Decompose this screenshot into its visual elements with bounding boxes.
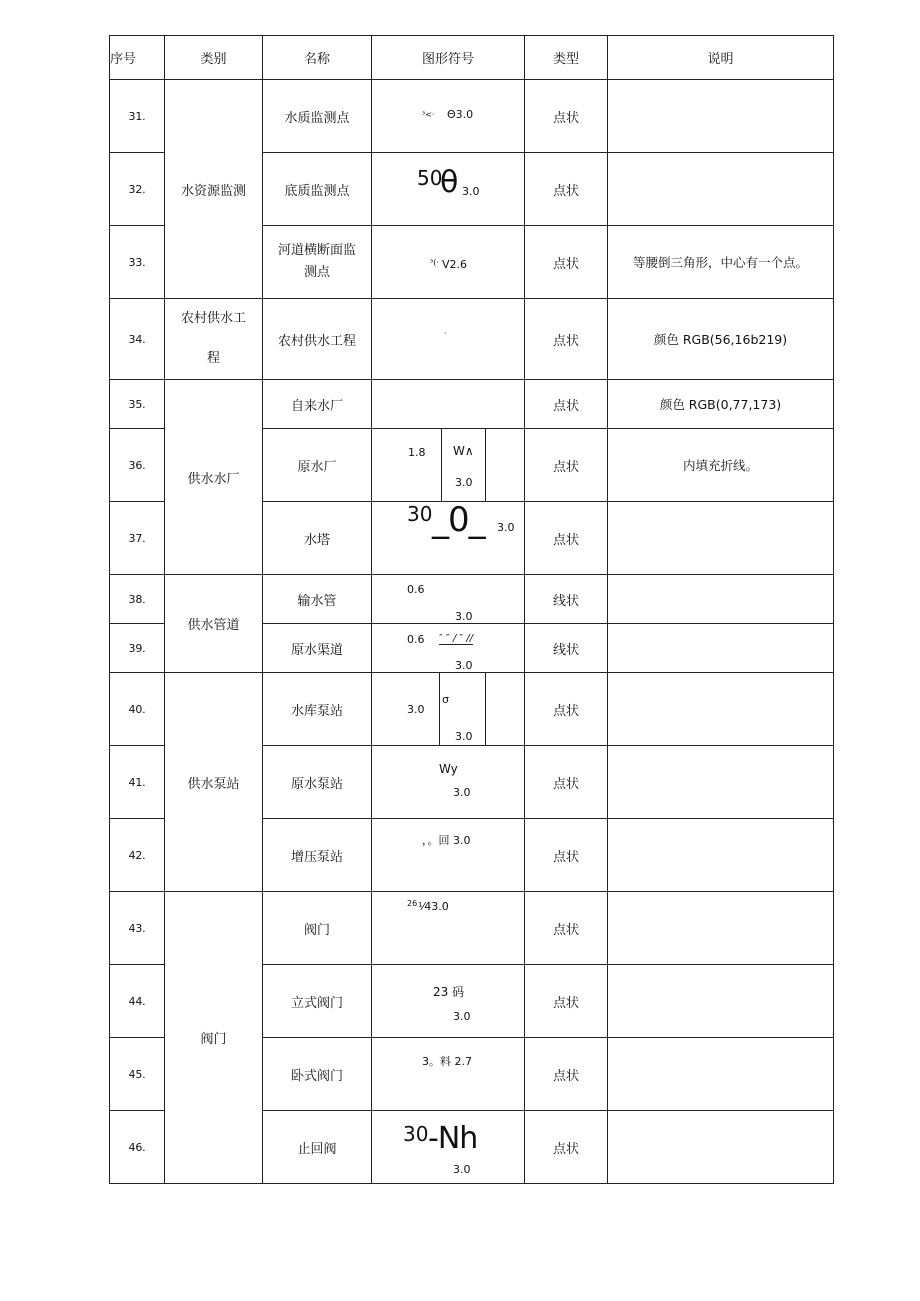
symbol-text: ″ ″ / ″ // xyxy=(439,633,474,644)
symbol-text: Wy xyxy=(439,762,458,776)
header-symbol: 图形符号 xyxy=(372,36,525,80)
header-category: 类别 xyxy=(165,36,263,80)
row-name: 底质监测点 xyxy=(263,153,372,226)
row-name: 原水厂 xyxy=(263,429,372,502)
category-rural-supply-text: 农村供水工程 xyxy=(180,311,246,366)
row-desc xyxy=(608,819,834,892)
row-name: 水质监测点 xyxy=(263,80,372,153)
table-row xyxy=(110,892,834,965)
symbol-cell xyxy=(372,746,525,819)
header-type: 类型 xyxy=(525,36,608,80)
symbol-cell xyxy=(372,80,525,153)
row-name: 输水管 xyxy=(263,575,372,624)
row-no: 41. xyxy=(110,746,165,819)
symbol-cell xyxy=(372,429,525,502)
divider-line xyxy=(439,673,440,746)
row-name-text: 河道横断面监测点 xyxy=(277,243,356,280)
symbol-text: 30 xyxy=(407,502,433,526)
symbol-text: 3.0 xyxy=(497,521,515,534)
symbol-cell xyxy=(372,153,525,226)
row-type: 点状 xyxy=(525,80,608,153)
row-no: 40. xyxy=(110,673,165,746)
row-desc xyxy=(608,575,834,624)
divider-line xyxy=(485,429,486,502)
symbol-text: V2.6 xyxy=(442,258,468,271)
category-rural-supply xyxy=(165,299,263,380)
symbol-table xyxy=(109,35,834,1184)
row-name: 卧式阀门 xyxy=(263,1038,372,1111)
row-desc xyxy=(608,502,834,575)
row-desc xyxy=(608,1038,834,1111)
row-no: 34. xyxy=(110,299,165,380)
symbol-cell xyxy=(372,502,525,575)
row-no: 31. xyxy=(110,80,165,153)
row-no: 33. xyxy=(110,226,165,299)
row-type: 点状 xyxy=(525,892,608,965)
row-type: 点状 xyxy=(525,1111,608,1184)
row-name: 止回阀 xyxy=(263,1111,372,1184)
row-name: 增压泵站 xyxy=(263,819,372,892)
symbol-cell xyxy=(372,965,525,1038)
row-desc xyxy=(608,80,834,153)
row-type: 点状 xyxy=(525,380,608,429)
symbol-text: 3.0 xyxy=(455,476,473,489)
symbol-text: 3.0 xyxy=(453,786,471,799)
row-desc: 颜色 RGB(0,77,173) xyxy=(608,380,834,429)
row-no: 35. xyxy=(110,380,165,429)
row-desc xyxy=(608,746,834,819)
row-name: 阀门 xyxy=(263,892,372,965)
row-type: 点状 xyxy=(525,673,608,746)
header-desc: 说明 xyxy=(608,36,834,80)
symbol-cell xyxy=(372,575,525,624)
row-no: 42. xyxy=(110,819,165,892)
symbol-cell xyxy=(372,299,525,380)
symbol-text: 0.6 xyxy=(407,583,425,596)
category-water-monitoring: 水资源监测 xyxy=(165,80,263,299)
symbol-text: · xyxy=(444,329,447,338)
symbol-text: ，。回 3.0 xyxy=(422,834,471,847)
symbol-text: 30 xyxy=(403,1122,429,1146)
symbol-text: 23 码 xyxy=(433,985,465,999)
row-name: 原水渠道 xyxy=(263,624,372,673)
row-no: 46. xyxy=(110,1111,165,1184)
category-valve: 阀门 xyxy=(165,892,263,1184)
header-name: 名称 xyxy=(263,36,372,80)
symbol-text: 3.0 xyxy=(453,1010,471,1023)
symbol-text: 26 xyxy=(407,899,418,908)
row-desc xyxy=(608,153,834,226)
row-type: 线状 xyxy=(525,575,608,624)
row-type: 点状 xyxy=(525,1038,608,1111)
row-desc xyxy=(608,965,834,1038)
row-no: 43. xyxy=(110,892,165,965)
symbol-text: 3.0 xyxy=(407,703,425,716)
row-desc: 内填充折线。 xyxy=(608,429,834,502)
row-no: 45. xyxy=(110,1038,165,1111)
row-desc: 等腰倒三角形，中心有一个点。 xyxy=(608,226,834,299)
row-no: 36. xyxy=(110,429,165,502)
symbol-text: ⅟43.0 xyxy=(418,900,449,913)
row-desc: 颜色 RGB(56,16b219) xyxy=(608,299,834,380)
symbol-cell xyxy=(372,892,525,965)
header-row xyxy=(110,36,834,80)
row-name: 水库泵站 xyxy=(263,673,372,746)
symbol-text: 3.0 xyxy=(455,730,473,743)
row-type: 点状 xyxy=(525,502,608,575)
category-pipeline: 供水管道 xyxy=(165,575,263,673)
table-row xyxy=(110,80,834,153)
table-row xyxy=(110,380,834,429)
row-no: 32. xyxy=(110,153,165,226)
symbol-text: 3.0 xyxy=(455,610,473,623)
symbol-text: 3。料 2.7 xyxy=(422,1055,472,1068)
symbol-cell xyxy=(372,673,525,746)
category-water-plant: 供水水厂 xyxy=(165,380,263,575)
symbol-text: σ xyxy=(442,693,449,706)
row-no: 39. xyxy=(110,624,165,673)
symbol-text: θ xyxy=(440,165,458,200)
row-name: 水塔 xyxy=(263,502,372,575)
row-no: 37. xyxy=(110,502,165,575)
symbol-text: _0_ xyxy=(432,501,485,540)
row-type: 点状 xyxy=(525,819,608,892)
symbol-text: Θ3.0 xyxy=(447,108,474,121)
row-type: 线状 xyxy=(525,624,608,673)
divider-line xyxy=(441,429,442,502)
row-desc xyxy=(608,624,834,673)
symbol-text: -Nh xyxy=(428,1121,478,1156)
row-type: 点状 xyxy=(525,153,608,226)
row-no: 44. xyxy=(110,965,165,1038)
symbol-text: 0.6 xyxy=(407,633,425,646)
table-row xyxy=(110,673,834,746)
symbol-cell xyxy=(372,226,525,299)
header-no: 序号 xyxy=(110,36,165,80)
table-row xyxy=(110,299,834,380)
row-type: 点状 xyxy=(525,746,608,819)
symbol-text: 3.0 xyxy=(462,185,480,198)
row-name: 农村供水工程 xyxy=(263,299,372,380)
symbol-text: 3.0 xyxy=(455,659,473,672)
symbol-text: 50 xyxy=(417,166,443,190)
row-type: 点状 xyxy=(525,965,608,1038)
symbol-cell xyxy=(372,819,525,892)
symbol-cell xyxy=(372,380,525,429)
row-no: 38. xyxy=(110,575,165,624)
row-name xyxy=(263,226,372,299)
symbol-text: ³(· xyxy=(430,258,439,267)
row-name: 立式阀门 xyxy=(263,965,372,1038)
row-type: 点状 xyxy=(525,299,608,380)
symbol-text: ³<· xyxy=(422,110,435,119)
table-row xyxy=(110,575,834,624)
symbol-cell xyxy=(372,1111,525,1184)
symbol-cell xyxy=(372,1038,525,1111)
row-type: 点状 xyxy=(525,226,608,299)
category-pump-station: 供水泵站 xyxy=(165,673,263,892)
row-desc xyxy=(608,892,834,965)
row-desc xyxy=(608,673,834,746)
symbol-text: 1.8 xyxy=(408,446,426,459)
row-desc xyxy=(608,1111,834,1184)
symbol-text: 3.0 xyxy=(453,1163,471,1176)
row-name: 自来水厂 xyxy=(263,380,372,429)
row-name: 原水泵站 xyxy=(263,746,372,819)
divider-line xyxy=(485,673,486,746)
symbol-text: W∧ xyxy=(453,444,474,458)
symbol-cell xyxy=(372,624,525,673)
row-type: 点状 xyxy=(525,429,608,502)
